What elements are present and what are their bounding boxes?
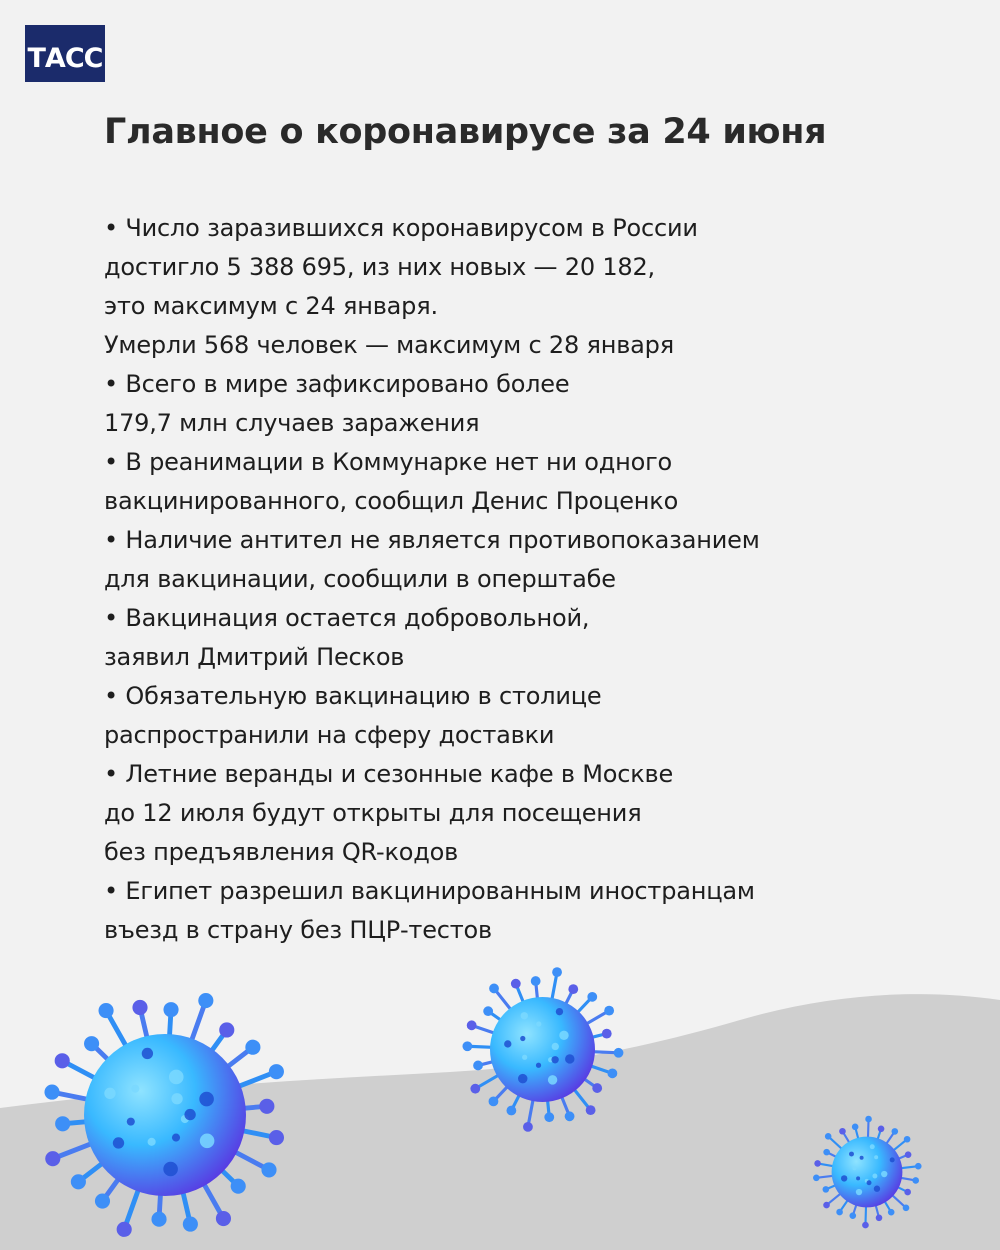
news-line: это максимум с 24 января. xyxy=(104,292,438,320)
news-line: • Летние веранды и сезонные кафе в Москве xyxy=(104,760,674,788)
news-line: до 12 июля будут открыты для посещения xyxy=(104,799,642,827)
page-title: Главное о коронавирусе за 24 июня xyxy=(104,112,827,152)
news-line: • Всего в мире зафиксировано более xyxy=(104,370,570,398)
news-line: распространили на сферу доставки xyxy=(104,721,555,749)
news-line: • Обязательную вакцинацию в столице xyxy=(104,682,602,710)
news-line: въезд в страну без ПЦР-тестов xyxy=(104,916,492,944)
news-line: без предъявления QR-кодов xyxy=(104,838,459,866)
news-line: • Египет разрешил вакцинированным иностранцам xyxy=(104,877,755,905)
news-line: заявил Дмитрий Песков xyxy=(104,643,405,671)
news-line: 179,7 млн случаев заражения xyxy=(104,409,480,437)
news-line: • В реанимации в Коммунарке нет ни одного xyxy=(104,448,673,476)
news-line: • Число заразившихся коронавирусом в России xyxy=(104,214,698,242)
news-line: Умерли 568 человек — максимум с 28 января xyxy=(104,331,674,359)
virus-illustration-medium xyxy=(455,962,630,1137)
news-list xyxy=(104,209,964,950)
news-line: вакцинированного, сообщил Денис Проценко xyxy=(104,487,679,515)
tass-logo: ТАСС xyxy=(25,25,105,82)
news-line: для вакцинации, сообщили в оперштабе xyxy=(104,565,616,593)
news-line: достигло 5 388 695, из них новых — 20 182, xyxy=(104,253,655,281)
news-line: • Вакцинация остается добровольной, xyxy=(104,604,590,632)
news-line: • Наличие антител не является противопоказанием xyxy=(104,526,760,554)
virus-illustration-small xyxy=(808,1113,926,1231)
virus-illustration-large xyxy=(30,980,300,1250)
